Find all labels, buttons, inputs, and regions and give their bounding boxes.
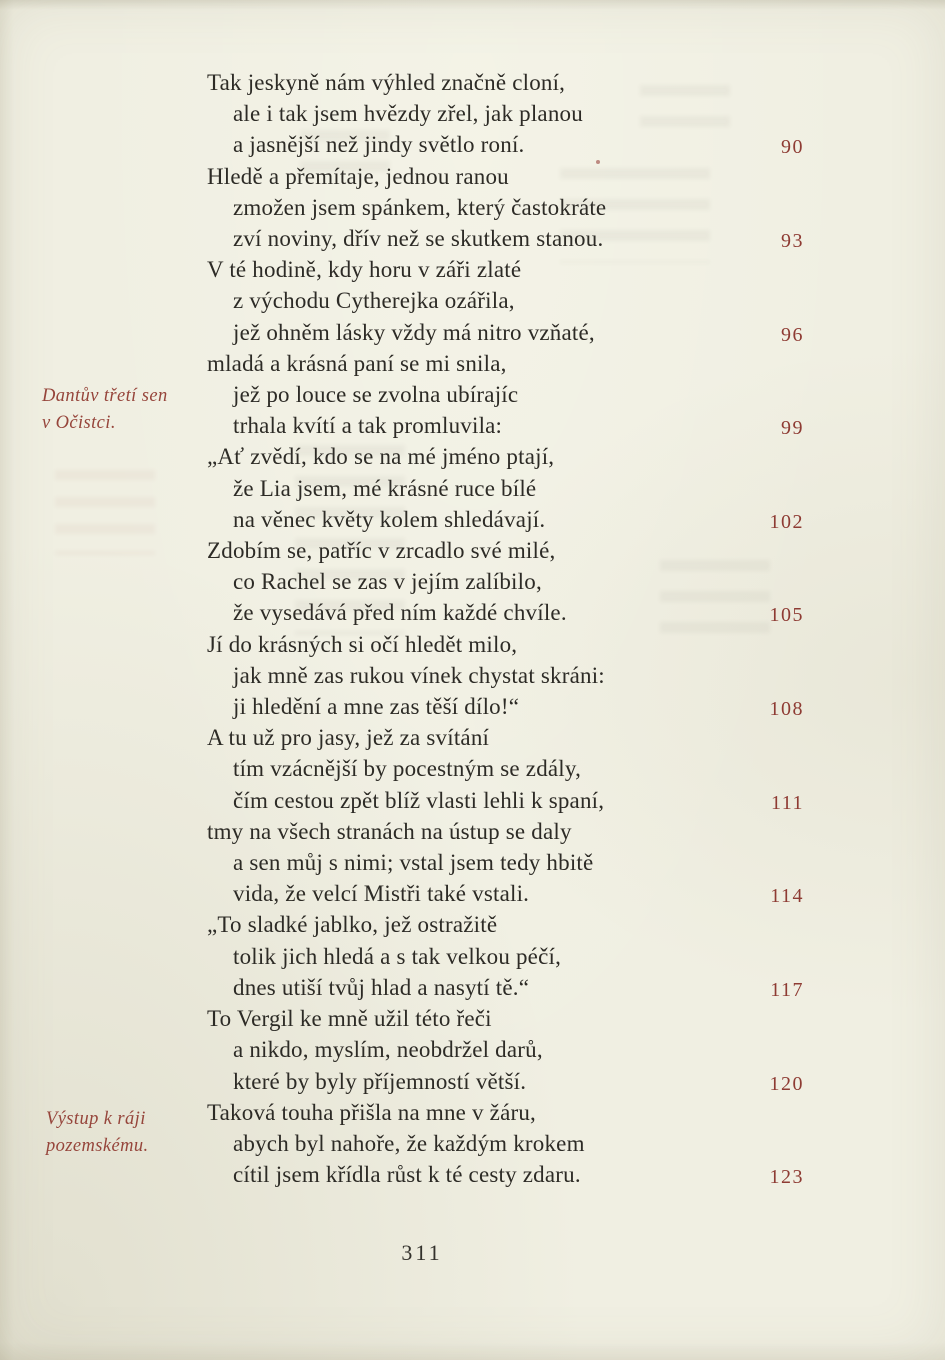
verse-text: jež po louce se zvolna ubírajíc <box>233 382 519 408</box>
verse-text: jak mně zas rukou vínek chystat skráni: <box>233 662 605 688</box>
verse-text: To Vergil ke mně užil této řeči <box>207 1006 492 1032</box>
verse-text: mladá a krásná paní se mi snila, <box>207 350 507 376</box>
verse-line <box>207 691 804 722</box>
verse-text: trhala kvítí a tak promluvila: <box>233 413 503 439</box>
verse-line-number: 111 <box>770 791 804 814</box>
verse-text: a jasnější než jindy světlo roní. <box>233 132 525 158</box>
verse-text: zmožen jsem spánkem, který častokráte <box>233 194 607 220</box>
verse-text: že vysedává před ním každé chvíle. <box>233 600 567 626</box>
verse-line <box>207 535 804 566</box>
margin-note-line: Dantův třetí sen <box>42 386 168 406</box>
verse-line <box>207 1159 804 1190</box>
verse-line <box>207 161 804 192</box>
verse-line <box>207 223 804 254</box>
verse-text: z východu Cytherejka ozářila, <box>233 288 515 314</box>
verse-text: ale i tak jsem hvězdy zřel, jak planou <box>233 101 583 127</box>
verse-text: Jí do krásných si očí hledět milo, <box>207 631 518 657</box>
verse-text: cítil jsem křídla růst k té cesty zdaru. <box>233 1162 581 1188</box>
verse-line <box>207 1003 804 1034</box>
verse-line <box>207 254 804 285</box>
verse-text: tmy na všech stranách na ústup se daly <box>207 818 572 844</box>
verse-text: zví noviny, dřív než se skutkem stanou. <box>233 226 604 252</box>
verse-line-number: 90 <box>781 136 804 159</box>
verse-line <box>207 98 804 129</box>
margin-note-line: pozemskému. <box>46 1136 149 1156</box>
verse-text: jež ohněm lásky vždy má nitro vzňaté, <box>233 319 595 345</box>
verse-text: Taková touha přišla na mne v žáru, <box>207 1099 536 1125</box>
verse-line <box>207 785 804 816</box>
verse-text: na věnec květy kolem shledávají. <box>233 506 546 532</box>
verse-text: čím cestou zpět blíž vlasti lehli k spaní, <box>233 787 605 813</box>
verse-line-number: 93 <box>781 230 804 253</box>
margin-note-line: Výstup k ráji <box>46 1109 146 1129</box>
verse-line <box>207 1097 804 1128</box>
verse-line <box>207 566 804 597</box>
verse-line <box>207 473 804 504</box>
verse-text: dnes utiší tvůj hlad a nasytí tě.“ <box>233 974 530 1000</box>
verse-line <box>207 1128 804 1159</box>
verse-line-number: 117 <box>770 978 804 1001</box>
verse-line-number: 120 <box>769 1072 804 1095</box>
verse-line <box>207 909 804 940</box>
verse-line <box>207 597 804 628</box>
verse-line <box>207 847 804 878</box>
verse-text: tolik jich hledá a s tak velkou péčí, <box>233 943 562 969</box>
verse-line-number: 105 <box>769 604 804 627</box>
verse-text: že Lia jsem, mé krásné ruce bílé <box>233 475 537 501</box>
verse-text: Tak jeskyně nám výhled značně cloní, <box>207 70 566 95</box>
verse-text: vida, že velcí Mistři také vstali. <box>233 881 530 907</box>
verse-line <box>207 410 804 441</box>
verse-line <box>207 753 804 784</box>
verse-line <box>207 129 804 160</box>
verse-line <box>207 878 804 909</box>
verse-line <box>207 816 804 847</box>
page-number: 311 <box>401 1240 443 1265</box>
margin-note-ascent-to-earthly-paradise <box>46 1106 149 1160</box>
verse-line <box>207 972 804 1003</box>
verse-line <box>207 1034 804 1065</box>
verse-line <box>207 941 804 972</box>
verse-line-number: 102 <box>769 510 804 533</box>
verse-line <box>207 504 804 535</box>
margin-note-dantes-third-dream <box>42 383 168 437</box>
verse-line <box>207 285 804 316</box>
verse-line <box>207 629 804 660</box>
verse-line <box>207 441 804 472</box>
verse-line-number: 99 <box>781 417 804 440</box>
verse-text: co Rachel se zas v jejím zalíbilo, <box>233 569 542 595</box>
margin-note-line: v Očistci. <box>42 413 116 433</box>
verse-line <box>207 660 804 691</box>
verse-text: „Ať zvědí, kdo se na mé jméno ptají, <box>207 444 555 470</box>
verse-line <box>207 1066 804 1097</box>
bleed-through-smudge <box>55 470 155 555</box>
verse-text: tím vzácnější by pocestným se zdály, <box>233 756 582 782</box>
verse-line-number: 96 <box>781 323 804 346</box>
verse-line-number: 123 <box>769 1166 804 1189</box>
verse-line-number: 108 <box>769 698 804 721</box>
verse-text: ji hledění a mne zas těší dílo!“ <box>233 694 520 720</box>
verse-line <box>207 317 804 348</box>
verse-text: Hledě a přemítaje, jednou ranou <box>207 163 509 189</box>
verse-text: které by byly příjemností větší. <box>233 1068 527 1094</box>
verse-text: „To sladké jablko, jež ostražitě <box>207 912 498 938</box>
verse-text: V té hodině, kdy horu v záři zlaté <box>207 257 522 283</box>
verse-line <box>207 67 804 98</box>
verse-line <box>207 192 804 223</box>
verse-line <box>207 379 804 410</box>
verse-text: A tu už pro jasy, jež za svítání <box>207 725 490 751</box>
verse-text: Zdobím se, patříc v zrcadlo své milé, <box>207 538 556 564</box>
verse-text: a sen můj s nimi; vstal jsem tedy hbitě <box>233 850 594 876</box>
verse-text-block <box>207 67 804 1190</box>
verse-text: abych byl nahoře, že každým krokem <box>233 1130 585 1156</box>
verse-text: a nikdo, myslím, neobdržel darů, <box>233 1037 543 1063</box>
verse-line <box>207 722 804 753</box>
verse-line <box>207 348 804 379</box>
verse-line-number: 114 <box>770 885 804 908</box>
